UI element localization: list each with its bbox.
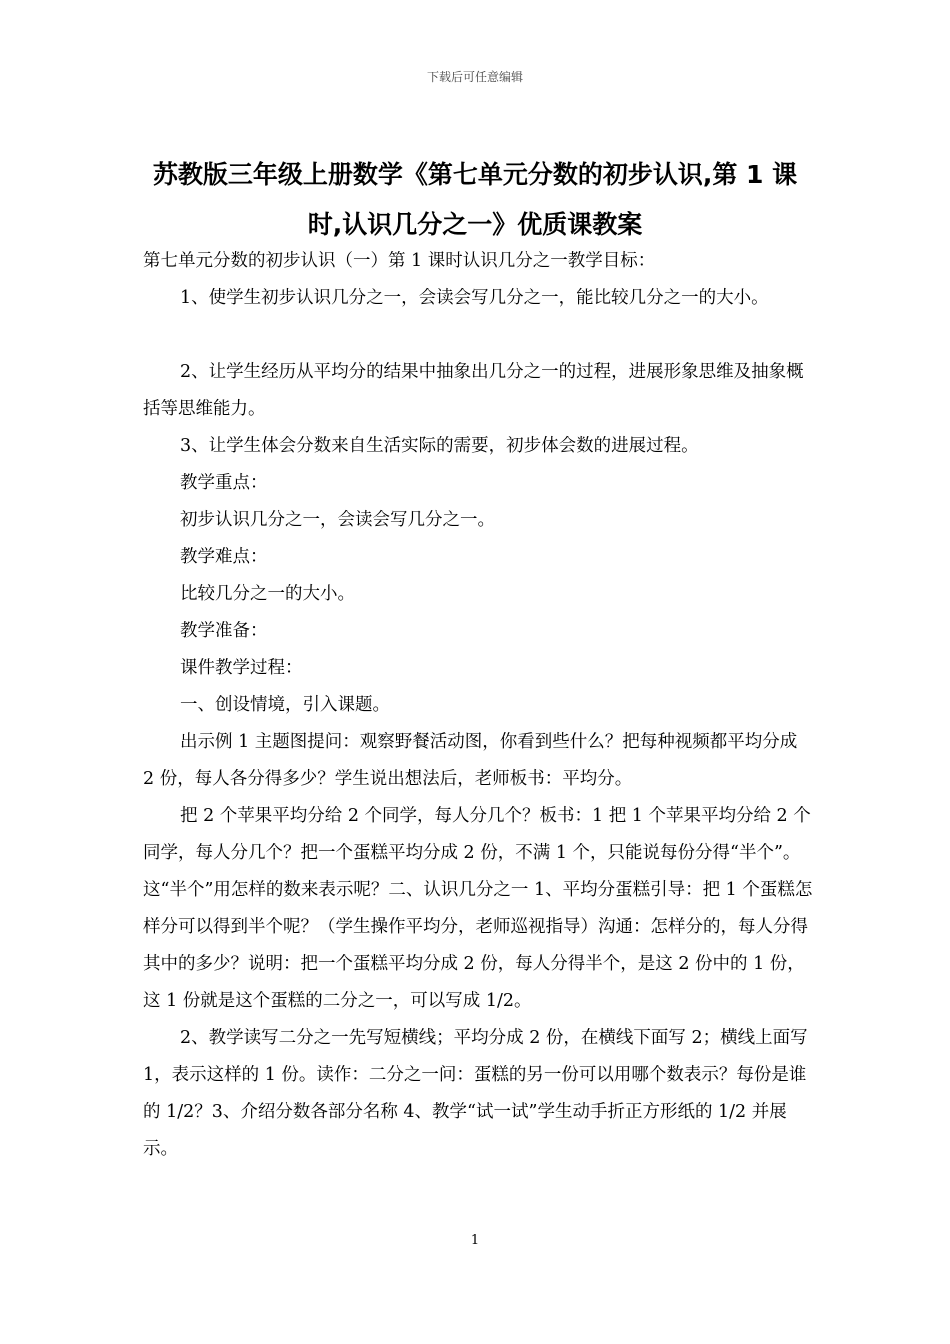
paragraph-goal-3: 3、让学生体会分数来自生活实际的需要，初步体会数的进展过程。 (180, 436, 699, 456)
page-number: 1 (470, 1233, 480, 1248)
paragraph-goal-1: 1、使学生初步认识几分之一，会读会写几分之一，能比较几分之一的大小。 (180, 288, 769, 308)
heading-key-points: 教学重点： (180, 473, 268, 493)
paragraph-example-1: 出示例 1 主题图提问：观察野餐活动图，你看到些什么？把每种视频都平均分成 2 份，每人各分得多少？学生说出想法后，老师板书：平均分。 (143, 732, 798, 789)
paragraph-read-write: 2、教学读写二分之一先写短横线；平均分成 2 份，在横线下面写 2；横线上面写 1，表示这样的 1 份。读作：二分之一问：蛋糕的另一份可以用哪个数表示？每份是谁的 1/2？3、介绍分数各部分名称 4、教学“试一试”学生动手折正方形纸的 1/2 并展示。 (143, 1028, 808, 1159)
header-note: 下载后可任意编辑 (426, 70, 523, 84)
paragraph-goal-2: 2、让学生经历从平均分的结果中抽象出几分之一的过程，进展形象思维及抽象概括等思维能力。 (143, 362, 804, 419)
paragraph-apples-cake: 把 2 个苹果平均分给 2 个同学，每人分几个？板书：1 把 1 个苹果平均分给 2 个同学，每人分几个？把一个蛋糕平均分成 2 份，不满 1 个，只能说每份分得“半个”。这“半个”用怎样的数来表示呢？二、认识几分之一 1、平均分蛋糕引导：把 1 个蛋糕怎样分可以得到半个呢？（学生操作平均分，老师巡视指导）沟通：怎样分的，每人分得其中的多少？说明：把一个蛋糕平均分成 2 份，每人分得半个，是这 2 份中的 1 份，这 1 份就是这个蛋糕的二分之一，可以写成 1/2。 (143, 806, 813, 1011)
heading-section-1: 一、创设情境，引入课题。 (180, 695, 390, 715)
paragraph-intro: 第七单元分数的初步认识（一）第 1 课时认识几分之一教学目标： (143, 251, 656, 271)
document-title: 苏教版三年级上册数学《第七单元分数的初步认识,第 1 课时,认识几分之一》优质课教案 (152, 160, 798, 239)
heading-process: 课件教学过程： (180, 658, 303, 678)
heading-difficulties: 教学难点： (180, 547, 268, 567)
paragraph-difficulties: 比较几分之一的大小。 (180, 584, 355, 604)
document-body (143, 243, 813, 1168)
paragraph-key-points: 初步认识几分之一，会读会写几分之一。 (180, 510, 495, 530)
paragraph-gap (143, 317, 813, 354)
heading-preparation: 教学准备： (180, 621, 268, 641)
